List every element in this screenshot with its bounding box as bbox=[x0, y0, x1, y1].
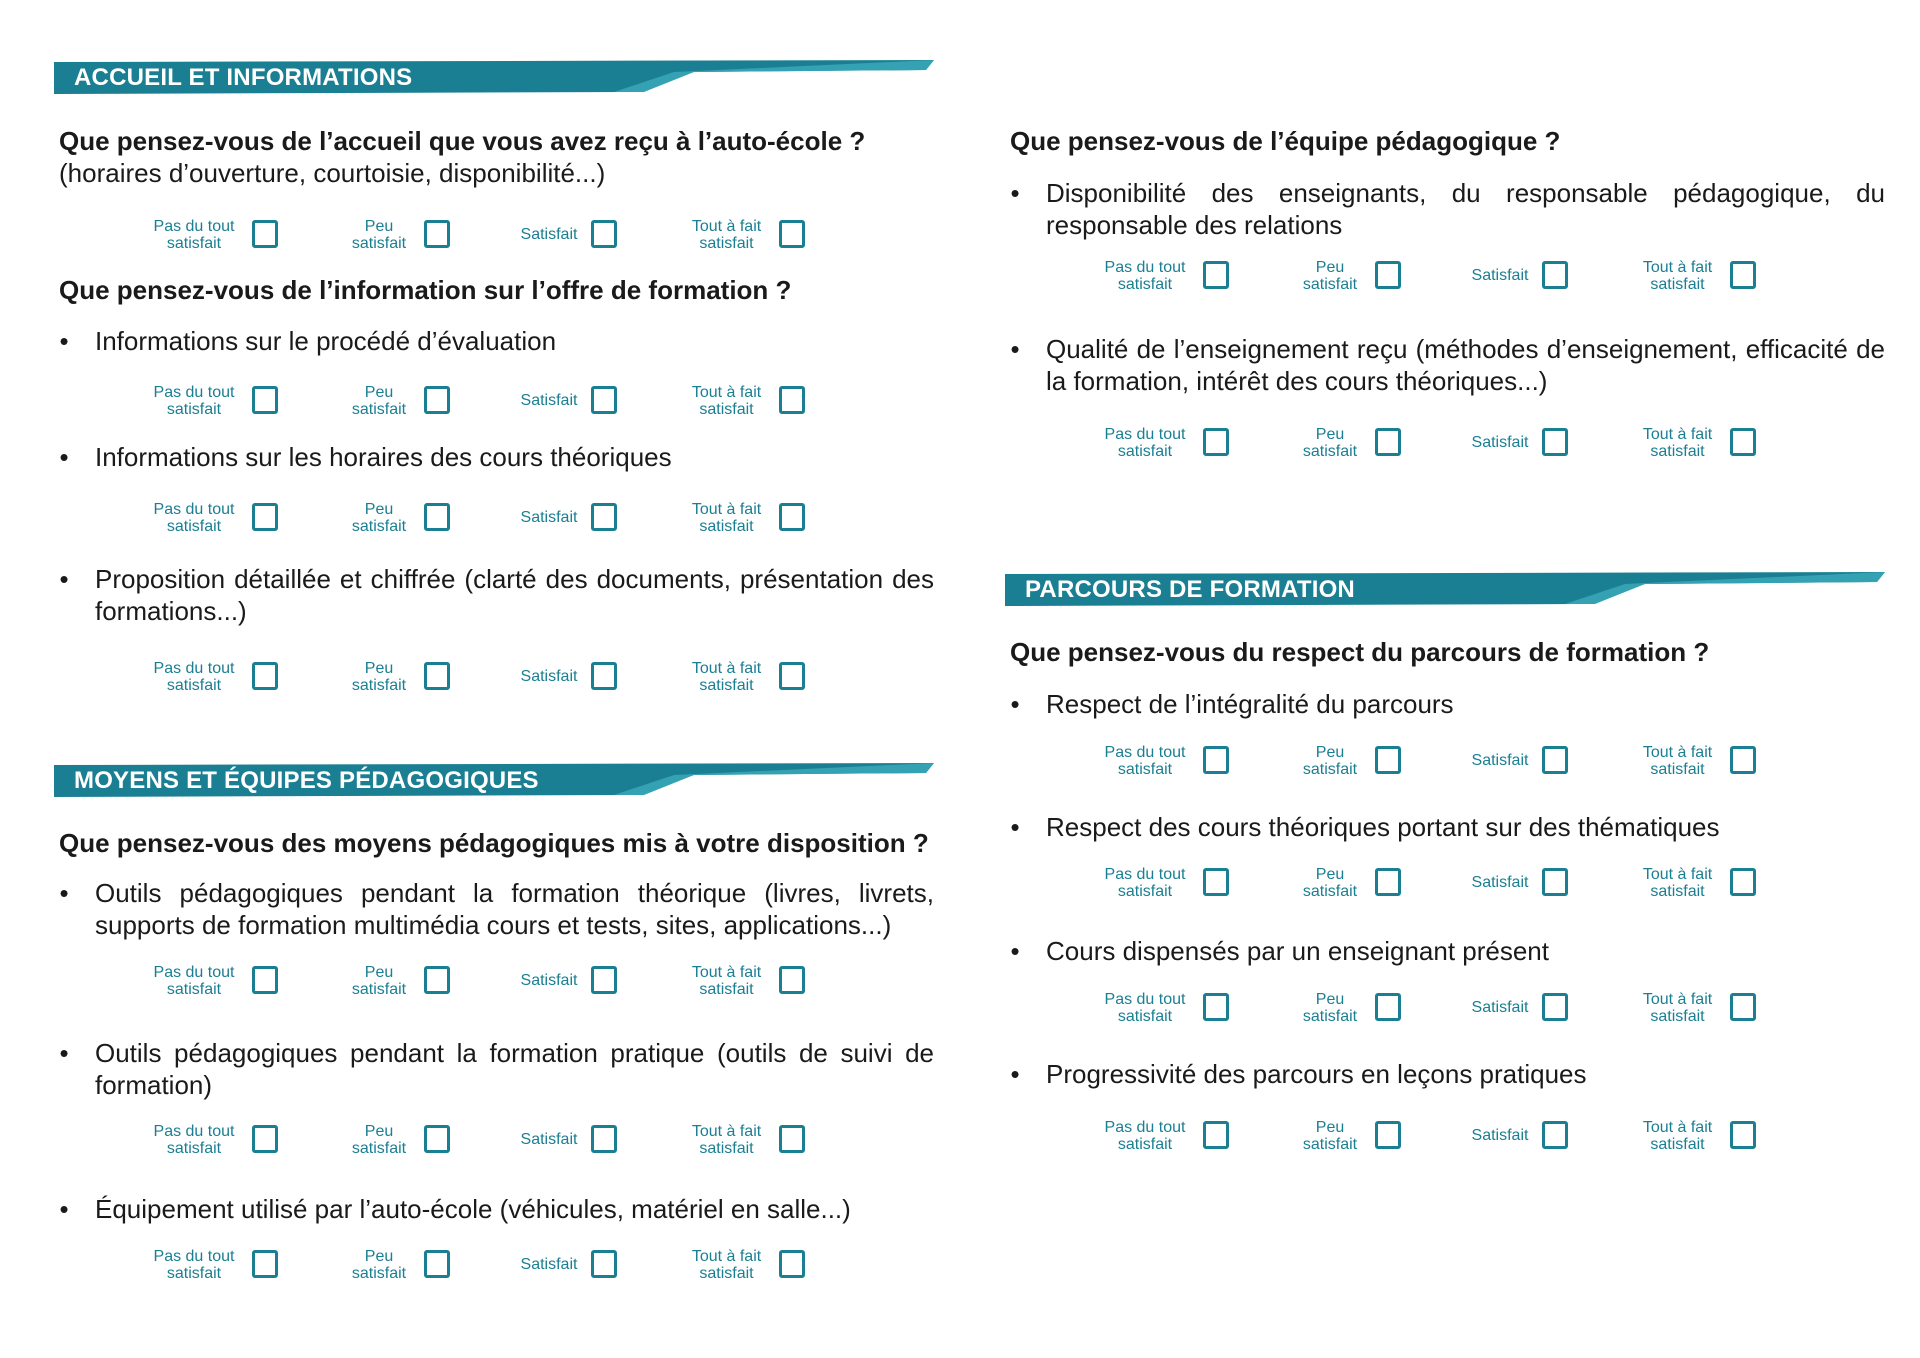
option-label: Tout à fait satisfait bbox=[1642, 426, 1713, 460]
bullet: • bbox=[1010, 812, 1020, 842]
question-parcours: Que pensez-vous du respect du parcours de formation ? bbox=[1010, 637, 1710, 667]
rating-row bbox=[144, 1121, 904, 1161]
rating-row bbox=[1095, 864, 1855, 904]
rating-row bbox=[1095, 257, 1855, 297]
rating-row bbox=[144, 216, 904, 256]
option-tout-a-fait-satisfait[interactable] bbox=[144, 658, 904, 698]
option-label: Pas du tout satisfait bbox=[1104, 744, 1186, 778]
option-label: Pas du tout satisfait bbox=[1104, 866, 1186, 900]
option-label: Peu satisfait bbox=[351, 384, 407, 418]
option-tout-a-fait-satisfait[interactable] bbox=[144, 1246, 904, 1286]
option-label: Peu satisfait bbox=[351, 1248, 407, 1282]
option-label: Peu satisfait bbox=[1302, 1119, 1358, 1153]
section-banner-moyens bbox=[54, 761, 934, 801]
option-label: Tout à fait satisfait bbox=[1642, 866, 1713, 900]
rating-row bbox=[144, 658, 904, 698]
option-label: Pas du tout satisfait bbox=[1104, 259, 1186, 293]
checkbox[interactable] bbox=[779, 1125, 805, 1153]
section-title: PARCOURS DE FORMATION bbox=[1025, 576, 1355, 603]
rating-row bbox=[1095, 742, 1855, 782]
option-label: Satisfait bbox=[520, 226, 578, 243]
bullet: • bbox=[59, 1038, 69, 1068]
option-tout-a-fait-satisfait[interactable] bbox=[144, 962, 904, 1002]
option-label: Tout à fait satisfait bbox=[691, 1123, 762, 1157]
option-label: Tout à fait satisfait bbox=[1642, 991, 1713, 1025]
rating-row bbox=[1095, 1117, 1855, 1157]
bullet: • bbox=[59, 564, 69, 594]
option-label: Satisfait bbox=[520, 509, 578, 526]
option-label: Tout à fait satisfait bbox=[691, 501, 762, 535]
option-label: Tout à fait satisfait bbox=[1642, 1119, 1713, 1153]
checkbox[interactable] bbox=[779, 966, 805, 994]
option-tout-a-fait-satisfait[interactable] bbox=[1095, 989, 1855, 1029]
checkbox[interactable] bbox=[779, 1250, 805, 1278]
bullet: • bbox=[1010, 936, 1020, 966]
option-label: Pas du tout satisfait bbox=[153, 218, 235, 252]
option-label: Satisfait bbox=[1471, 434, 1529, 451]
option-label: Pas du tout satisfait bbox=[1104, 426, 1186, 460]
bullet: • bbox=[59, 326, 69, 356]
rating-row bbox=[1095, 424, 1855, 464]
option-label: Satisfait bbox=[1471, 1127, 1529, 1144]
checkbox[interactable] bbox=[779, 662, 805, 690]
checkbox[interactable] bbox=[1730, 1121, 1756, 1149]
question-equipe: Que pensez-vous de l’équipe pédagogique ? bbox=[1010, 126, 1561, 156]
rating-row bbox=[144, 962, 904, 1002]
option-label: Peu satisfait bbox=[351, 1123, 407, 1157]
bullet: • bbox=[1010, 334, 1020, 364]
option-tout-a-fait-satisfait[interactable] bbox=[144, 499, 904, 539]
option-label: Tout à fait satisfait bbox=[691, 964, 762, 998]
rating-row bbox=[144, 1246, 904, 1286]
option-tout-a-fait-satisfait[interactable] bbox=[144, 382, 904, 422]
option-label: Satisfait bbox=[520, 972, 578, 989]
option-label: Tout à fait satisfait bbox=[1642, 744, 1713, 778]
rating-row bbox=[144, 382, 904, 422]
section-banner-accueil bbox=[54, 58, 934, 98]
option-label: Peu satisfait bbox=[351, 218, 407, 252]
bullet: • bbox=[59, 442, 69, 472]
option-tout-a-fait-satisfait[interactable] bbox=[1095, 257, 1855, 297]
checkbox[interactable] bbox=[1730, 868, 1756, 896]
rating-row bbox=[1095, 989, 1855, 1029]
option-label: Peu satisfait bbox=[1302, 991, 1358, 1025]
rating-row bbox=[144, 499, 904, 539]
option-label: Peu satisfait bbox=[351, 501, 407, 535]
option-tout-a-fait-satisfait[interactable] bbox=[1095, 742, 1855, 782]
checkbox[interactable] bbox=[1730, 993, 1756, 1021]
option-tout-a-fait-satisfait[interactable] bbox=[1095, 864, 1855, 904]
option-label: Tout à fait satisfait bbox=[691, 660, 762, 694]
option-label: Tout à fait satisfait bbox=[691, 218, 762, 252]
option-label: Satisfait bbox=[1471, 267, 1529, 284]
option-label: Peu satisfait bbox=[1302, 259, 1358, 293]
option-label: Satisfait bbox=[1471, 874, 1529, 891]
checkbox[interactable] bbox=[1730, 428, 1756, 456]
option-label: Peu satisfait bbox=[1302, 744, 1358, 778]
section-title: MOYENS ET ÉQUIPES PÉDAGOGIQUES bbox=[74, 767, 539, 794]
option-label: Satisfait bbox=[520, 1256, 578, 1273]
option-label: Pas du tout satisfait bbox=[153, 964, 235, 998]
option-tout-a-fait-satisfait[interactable] bbox=[144, 216, 904, 256]
option-label: Pas du tout satisfait bbox=[153, 1248, 235, 1282]
option-label: Satisfait bbox=[520, 392, 578, 409]
option-label: Satisfait bbox=[520, 668, 578, 685]
option-tout-a-fait-satisfait[interactable] bbox=[1095, 1117, 1855, 1157]
bullet: • bbox=[1010, 689, 1020, 719]
option-label: Satisfait bbox=[1471, 999, 1529, 1016]
option-label: Peu satisfait bbox=[351, 964, 407, 998]
option-label: Tout à fait satisfait bbox=[1642, 259, 1713, 293]
option-label: Peu satisfait bbox=[1302, 426, 1358, 460]
question-accueil: Que pensez-vous de l’accueil que vous avez reçu à l’auto-école ? (horaires d’ouverture, courtoisie, disponibilité...) bbox=[59, 126, 866, 188]
option-label: Peu satisfait bbox=[351, 660, 407, 694]
question-information: Que pensez-vous de l’information sur l’offre de formation ? bbox=[59, 275, 792, 305]
option-label: Satisfait bbox=[520, 1131, 578, 1148]
option-tout-a-fait-satisfait[interactable] bbox=[144, 1121, 904, 1161]
option-label: Pas du tout satisfait bbox=[1104, 1119, 1186, 1153]
checkbox[interactable] bbox=[779, 503, 805, 531]
section-title: ACCUEIL ET INFORMATIONS bbox=[74, 64, 413, 91]
checkbox[interactable] bbox=[1730, 261, 1756, 289]
option-label: Peu satisfait bbox=[1302, 866, 1358, 900]
question-moyens: Que pensez-vous des moyens pédagogiques mis à votre disposition ? bbox=[59, 828, 929, 858]
option-label: Pas du tout satisfait bbox=[153, 1123, 235, 1157]
option-label: Satisfait bbox=[1471, 752, 1529, 769]
option-label: Pas du tout satisfait bbox=[153, 660, 235, 694]
checkbox[interactable] bbox=[779, 386, 805, 414]
option-label: Pas du tout satisfait bbox=[1104, 991, 1186, 1025]
bullet: • bbox=[1010, 1059, 1020, 1089]
bullet: • bbox=[1010, 178, 1020, 208]
option-label: Pas du tout satisfait bbox=[153, 384, 235, 418]
bullet: • bbox=[59, 1194, 69, 1224]
option-label: Tout à fait satisfait bbox=[691, 1248, 762, 1282]
checkbox[interactable] bbox=[779, 220, 805, 248]
option-label: Tout à fait satisfait bbox=[691, 384, 762, 418]
section-banner-parcours bbox=[1005, 570, 1885, 610]
option-tout-a-fait-satisfait[interactable] bbox=[1095, 424, 1855, 464]
option-label: Pas du tout satisfait bbox=[153, 501, 235, 535]
bullet: • bbox=[59, 878, 69, 908]
checkbox[interactable] bbox=[1730, 746, 1756, 774]
